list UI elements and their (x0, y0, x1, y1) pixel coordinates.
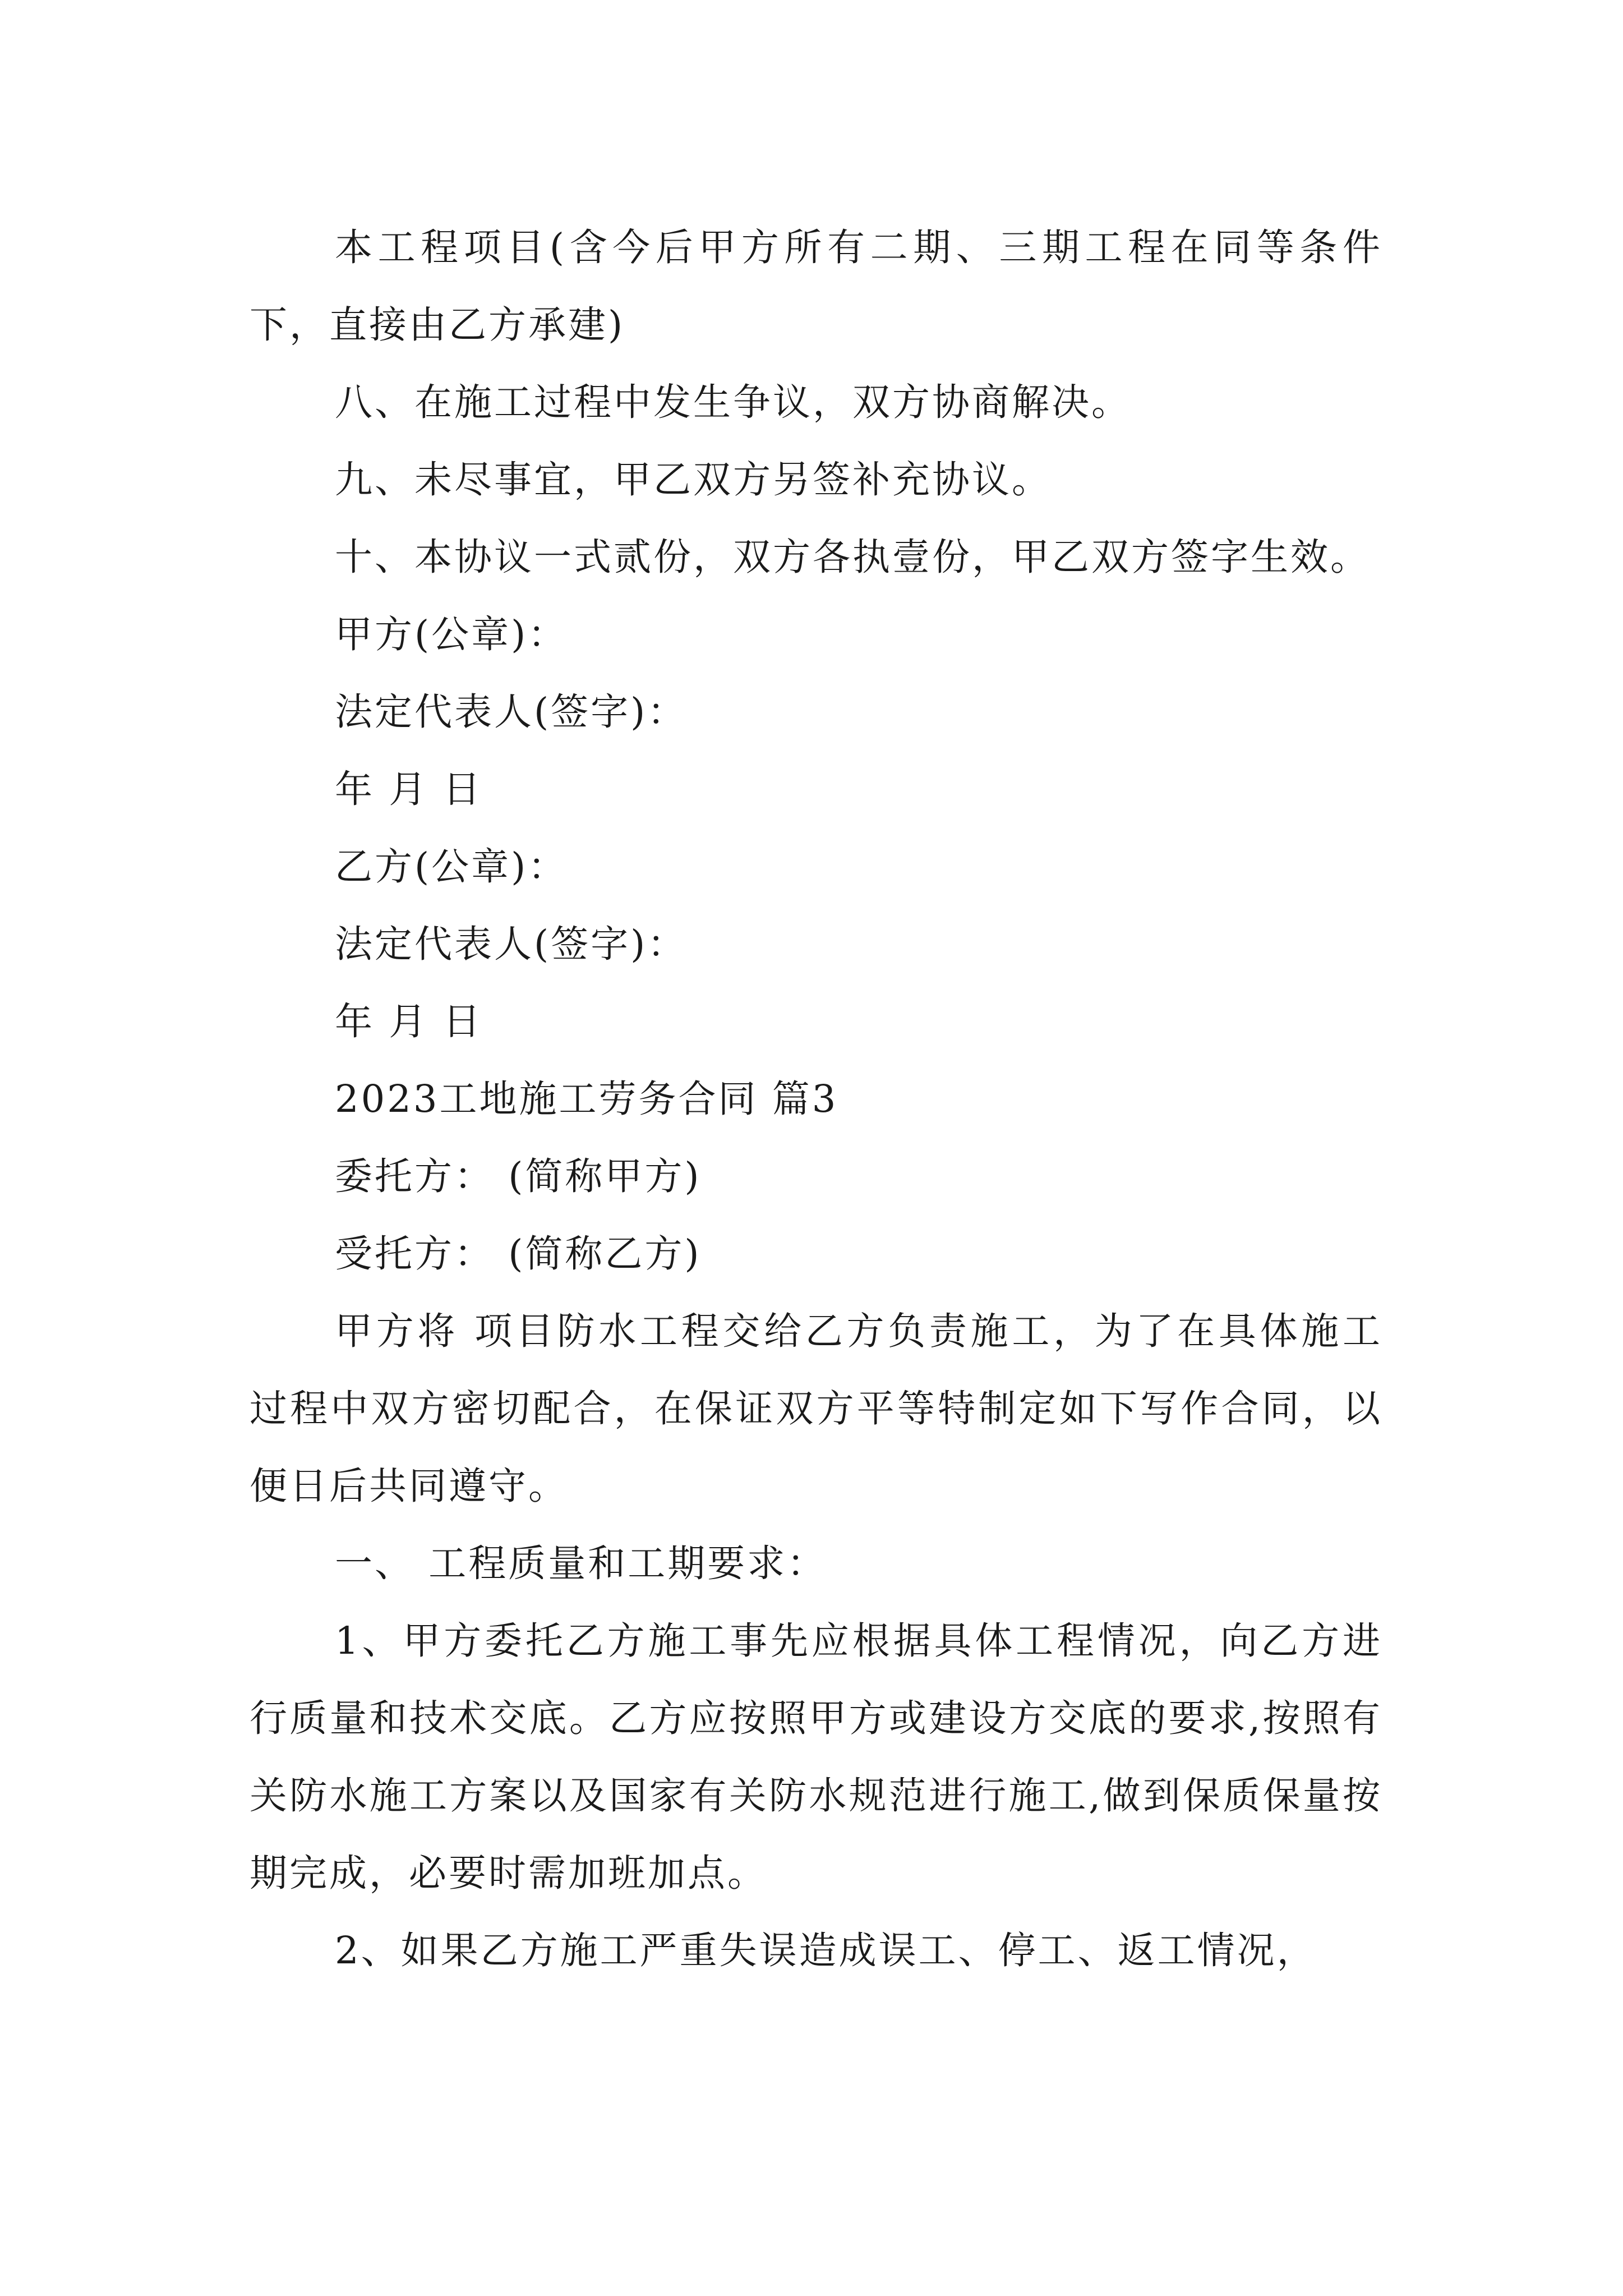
section-title: 2023工地施工劳务合同 篇3 (335, 1077, 838, 1121)
party-b-date: 年 月 日 (335, 1000, 483, 1043)
party-a-representative: 法定代表人(签字)： (335, 690, 688, 734)
clause-9: 九、未尽事宜，甲乙双方另签补充协议。 (335, 458, 1052, 501)
clause-10: 十、本协议一式贰份，双方各执壹份，甲乙双方签字生效。 (335, 535, 1370, 579)
item-1: 1、甲方委托乙方施工事先应根据具体工程情况，向乙方进行质量和技术交底。乙方应按照甲方或建设方交底的要求,按照有关防水施工方案以及国家有关防水规范进行施工,做到保质保量按期完成，必要时需加班加点。 (250, 1619, 1382, 1895)
intro-paragraph: 甲方将 项目防水工程交给乙方负责施工，为了在具体施工过程中双方密切配合，在保证双方平等特制定如下写作合同，以便日后共同遵守。 (250, 1309, 1382, 1508)
party-b-seal: 乙方(公章)： (335, 845, 568, 889)
principal-line: 委托方： (简称甲方) (335, 1154, 702, 1198)
party-a-seal: 甲方(公章)： (335, 613, 568, 656)
clause-8: 八、在施工过程中发生争议，双方协商解决。 (335, 380, 1131, 424)
paragraph: 本工程项目(含今后甲方所有二期、三期工程在同等条件下，直接由乙方承建) (250, 226, 1382, 347)
agent-line: 受托方： (简称乙方) (335, 1232, 702, 1276)
item-2: 2、如果乙方施工严重失误造成误工、停工、返工情况， (335, 1929, 1317, 1972)
document-body (250, 209, 1382, 1989)
heading-quality-schedule: 一、 工程质量和工期要求： (335, 1542, 827, 1585)
party-a-date: 年 月 日 (335, 767, 483, 811)
party-b-representative: 法定代表人(签字)： (335, 922, 688, 966)
